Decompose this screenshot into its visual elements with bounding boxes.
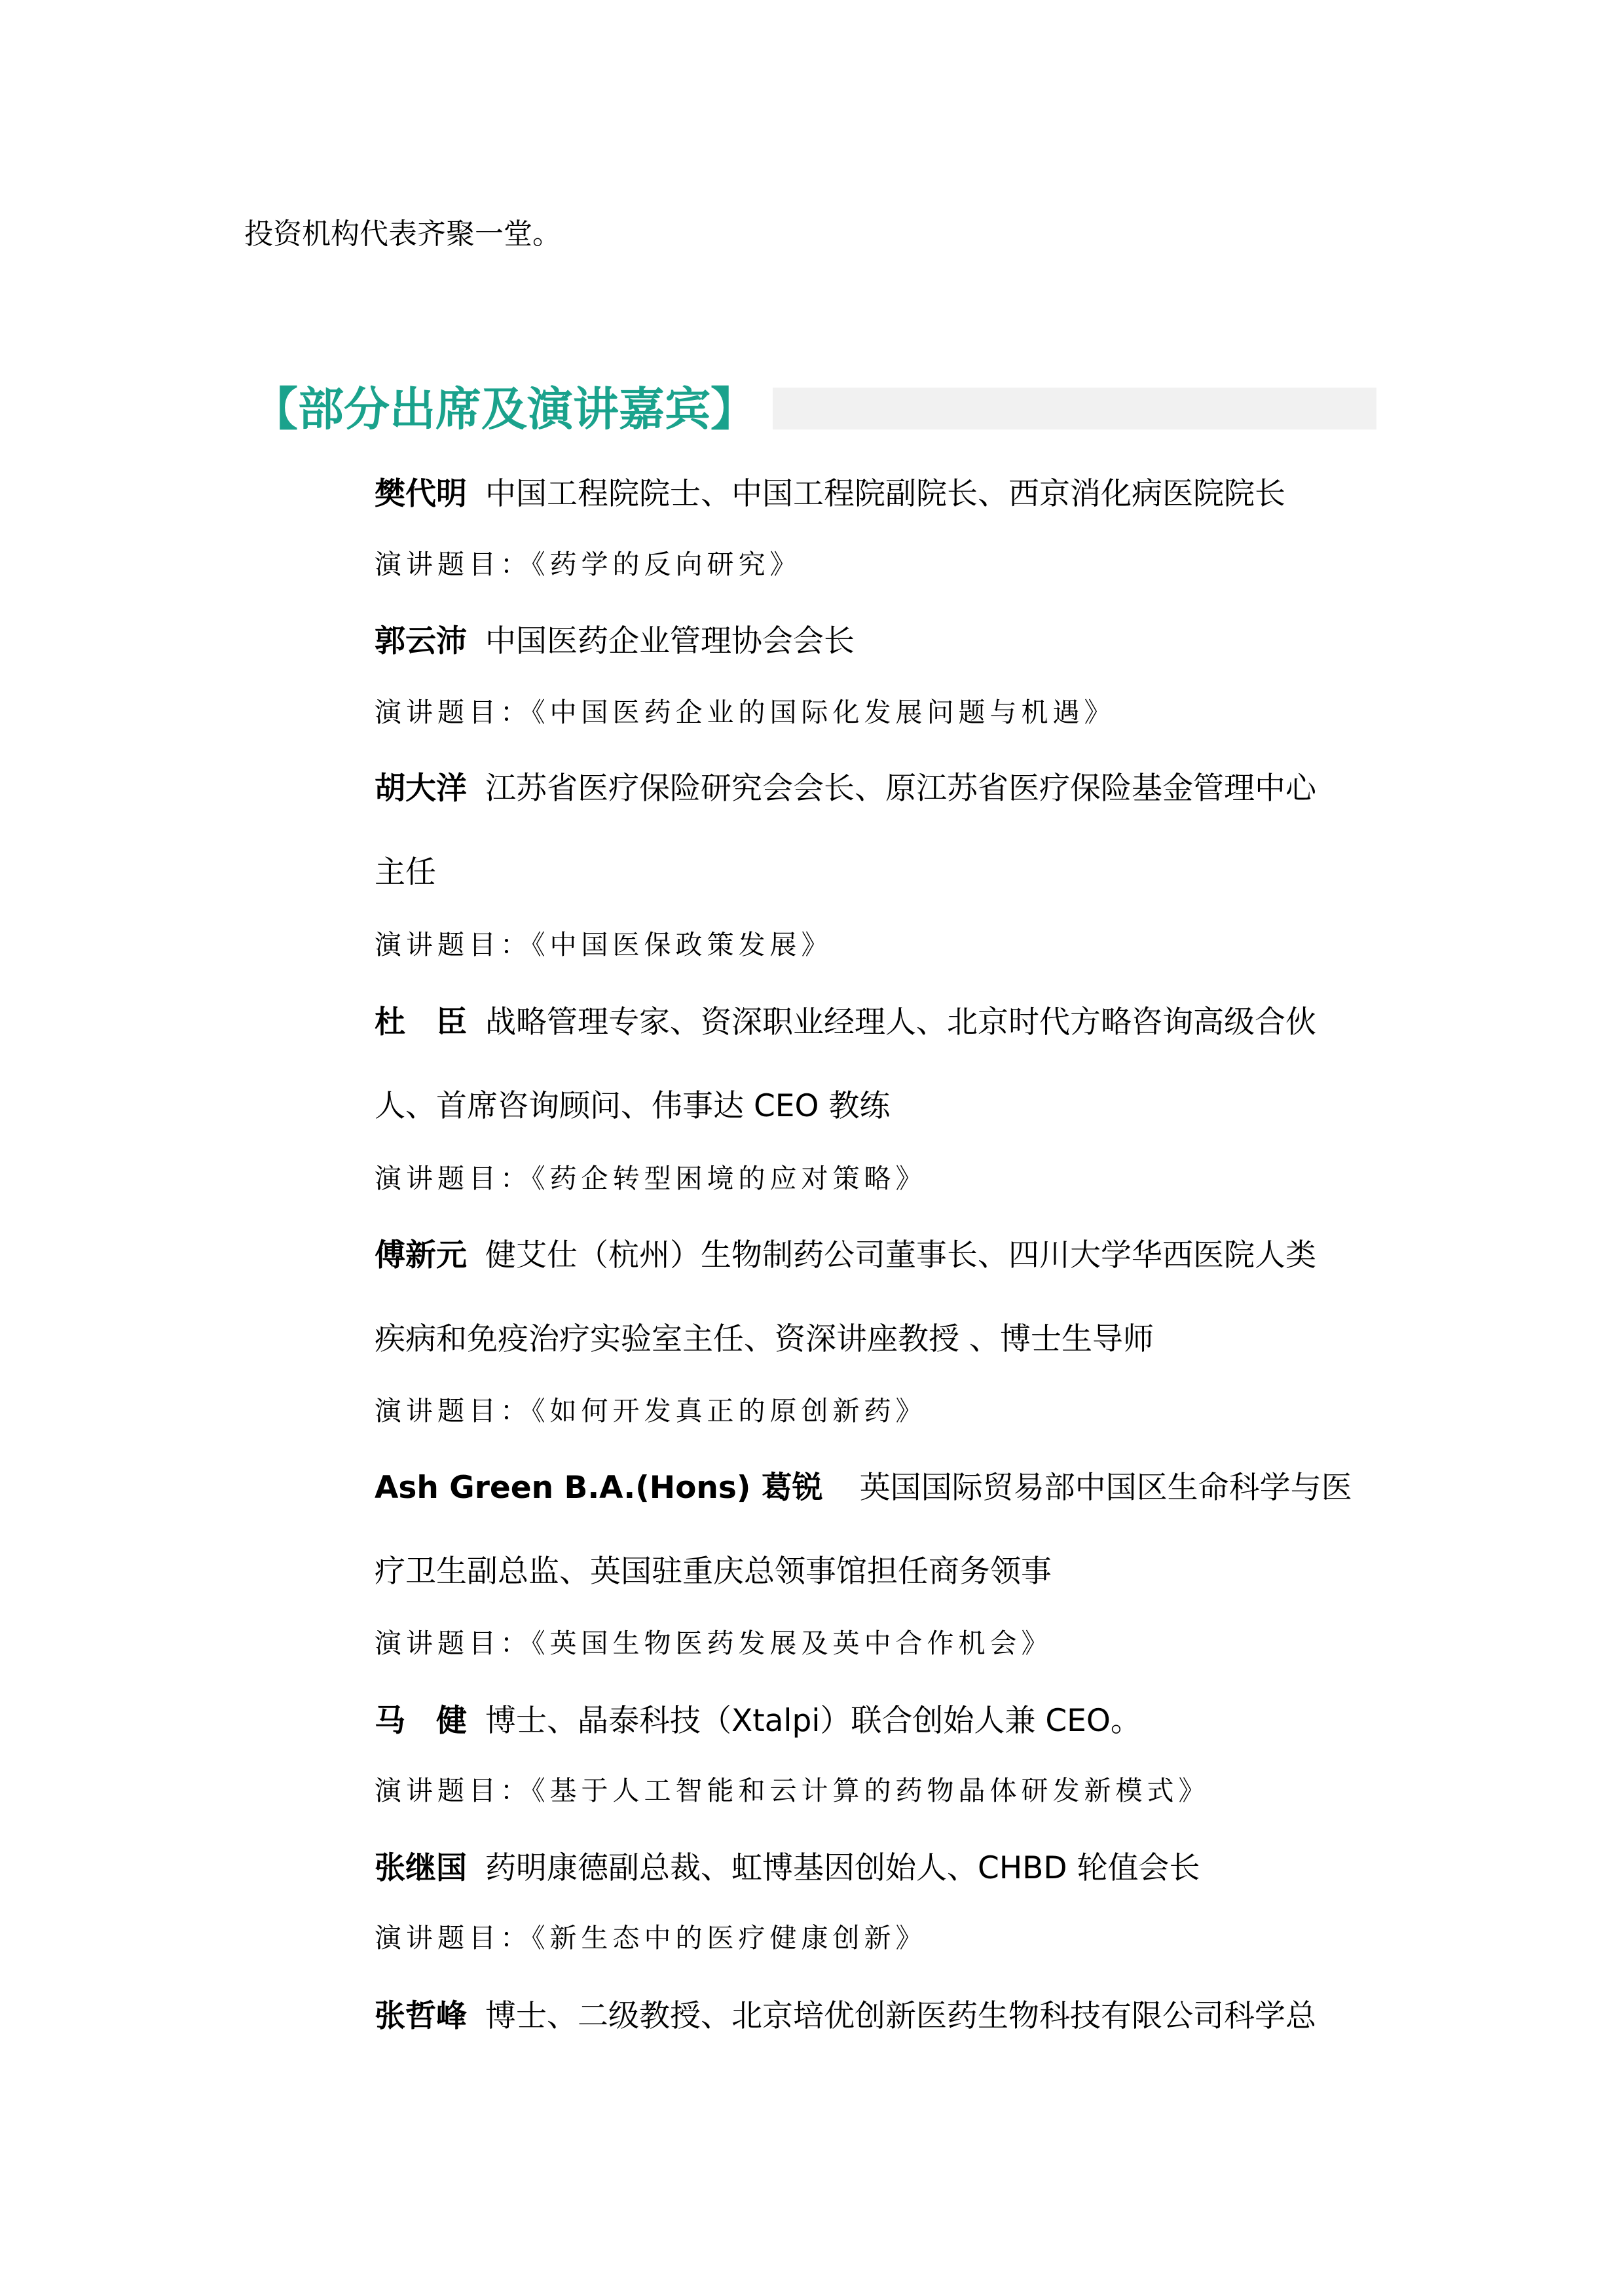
speaker-name: Ash Green B.A.(Hons) 葛锐 bbox=[375, 1470, 823, 1506]
speaker-name: 郭云沛 bbox=[375, 623, 467, 659]
speaker-title: 中国医药企业管理协会会长 bbox=[485, 623, 855, 659]
speaker-title: 江苏省医疗保险研究会会长、原江苏省医疗保险基金管理中心 bbox=[485, 771, 1316, 807]
speech-topic: 演讲题目：《中国医保政策发展》 bbox=[375, 929, 833, 960]
speaker-title: 英国国际贸易部中国区生命科学与医 bbox=[859, 1470, 1352, 1506]
speaker-title-continuation: 疗卫生副总监、英国驻重庆总领事馆担任商务领事 bbox=[375, 1554, 1052, 1590]
speech-topic: 演讲题目：《药学的反向研究》 bbox=[375, 549, 802, 580]
speaker-title: 中国工程院院士、中国工程院副院长、西京消化病医院院长 bbox=[485, 476, 1285, 512]
speaker-entry bbox=[375, 619, 855, 665]
speech-topic: 演讲题目：《英国生物医药发展及英中合作机会》 bbox=[375, 1628, 1053, 1659]
speaker-entry bbox=[375, 1233, 1316, 1279]
speaker-entry bbox=[375, 1698, 1141, 1744]
speaker-title-continuation: 人、首席咨询顾问、伟事达 CEO 教练 bbox=[375, 1088, 891, 1124]
speaker-entry bbox=[375, 1465, 1352, 1511]
section-header bbox=[252, 380, 1376, 439]
speaker-title: 战略管理专家、资深职业经理人、北京时代方略咨询高级合伙 bbox=[485, 1004, 1316, 1040]
speech-topic: 演讲题目：《新生态中的医疗健康创新》 bbox=[375, 1922, 927, 1954]
speaker-entry bbox=[375, 1846, 1200, 1891]
speaker-name: 樊代明 bbox=[375, 476, 467, 512]
speaker-title: 药明康德副总裁、虹博基因创始人、CHBD 轮值会长 bbox=[485, 1850, 1200, 1886]
speech-topic: 演讲题目：《基于人工智能和云计算的药物晶体研发新模式》 bbox=[375, 1775, 1210, 1806]
speaker-name: 马 健 bbox=[375, 1703, 467, 1739]
speaker-title-continuation: 疾病和免疫治疗实验室主任、资深讲座教授 、博士生导师 bbox=[375, 1321, 1154, 1357]
speech-topic: 演讲题目：《如何开发真正的原创新药》 bbox=[375, 1395, 927, 1427]
speaker-name: 杜 臣 bbox=[375, 1004, 467, 1040]
speaker-name: 傅新元 bbox=[375, 1237, 467, 1273]
speech-topic: 演讲题目：《中国医药企业的国际化发展问题与机遇》 bbox=[375, 697, 1116, 728]
speaker-entry bbox=[375, 1994, 1316, 2039]
speaker-entry bbox=[375, 1000, 1316, 1046]
speaker-entry bbox=[375, 766, 1316, 812]
speaker-name: 张继国 bbox=[375, 1850, 467, 1886]
intro-paragraph: 投资机构代表齐聚一堂。 bbox=[244, 217, 561, 251]
speech-topic: 演讲题目：《药企转型困境的应对策略》 bbox=[375, 1163, 927, 1194]
speaker-title: 博士、晶泰科技（Xtalpi）联合创始人兼 CEO。 bbox=[485, 1703, 1141, 1739]
section-title-bar bbox=[773, 388, 1376, 429]
speaker-title: 博士、二级教授、北京培优创新医药生物科技有限公司科学总 bbox=[485, 1998, 1316, 2034]
speaker-title: 健艾仕（杭州）生物制药公司董事长、四川大学华西医院人类 bbox=[485, 1237, 1316, 1273]
speaker-title-continuation: 主任 bbox=[375, 854, 436, 890]
speaker-name: 张哲峰 bbox=[375, 1998, 467, 2034]
section-title: 【部分出席及演讲嘉宾】 bbox=[252, 382, 756, 436]
speaker-name: 胡大洋 bbox=[375, 771, 467, 807]
speaker-entry bbox=[375, 471, 1285, 517]
